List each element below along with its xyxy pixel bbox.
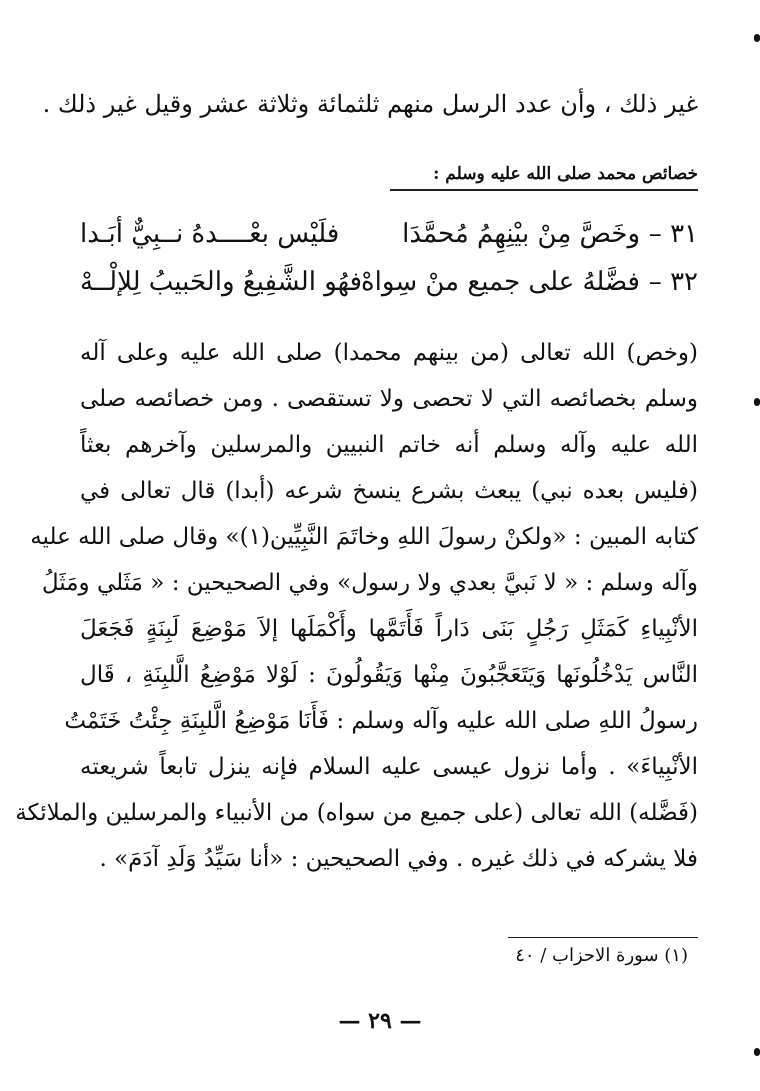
intro-line: غير ذلك ، وأن عدد الرسل منهم ثلثمائة وثلاثة عشر وقيل غير ذلك . — [42, 90, 698, 118]
verse-second-hemistich: فهُو الشَّفِيعُ والحَبيبُ لِلإلْــهْ — [80, 267, 363, 297]
verse-32 — [80, 260, 698, 304]
verse-number: ٣١ – — [648, 219, 698, 249]
verse-31 — [80, 212, 698, 256]
commentary-line: (فليس بعده نبي) يبعث بشرع ينسخ شرعه (أبدا) قال تعالى في — [80, 478, 698, 504]
verse-number: ٣٢ – — [648, 267, 698, 297]
commentary-line: (فَضَّله) الله تعالى (على جميع من سواه) من الأنبياء والمرسلين والملائكة — [15, 800, 698, 826]
commentary-text — [15, 330, 698, 882]
commentary-line: وآله وسلم : « لا نَبيَّ بعدي ولا رسول» وفي الصحيحين : « مَثَلي ومَثَلُ — [41, 570, 698, 596]
footnote-separator — [508, 937, 698, 938]
commentary-line: وسلم بخصائصه التي لا تحصى ولا تستقصى . ومن خصائصه صلى — [80, 386, 698, 412]
scan-edge-mark-bottom — [754, 1048, 760, 1056]
commentary-line: الأنْبِياءَ» . وأما نزول عيسى عليه السلام فإنه ينزل تابعاً شريعته — [80, 754, 698, 780]
commentary-line: الله عليه وآله وسلم أنه خاتم النبيين والمرسلين وآخرهم بعثاً — [80, 432, 698, 458]
verse-first-hemistich: وخَصَّ مِنْ بيْنِهِمُ مُحمَّدَا — [402, 219, 640, 249]
heading-underline — [390, 189, 698, 191]
commentary-line: رسولُ اللهِ صلى الله عليه وآله وسلم : فَأَنَا مَوْضِعُ الَّلبِنَةِ جِئْتُ خَتَمْتُ — [64, 708, 698, 734]
commentary-line: فلا يشركه في ذلك غيره . وفي الصحيحين : «أنا سَيِّدُ وَلَدِ آدَمَ» . — [99, 846, 698, 872]
commentary-line: الأنْبِياءِ كَمَثَلِ رَجُلٍ بَنَى دَاراً فَأَتَمَّها وأَكْمَلَها إلاَ مَوْضِعَ لَبِنَةٍ فَجَعَلَ — [80, 616, 698, 642]
commentary-line: (وخص) الله تعالى (من بينهم محمدا) صلى الله عليه وعلى آله — [80, 340, 698, 366]
page-number: — ٢٩ — — [338, 1008, 422, 1034]
verse-first-hemistich: فضَّلهُ على جميع منْ سِواهْ — [361, 267, 640, 297]
commentary-line: كتابه المبين : «ولكنْ رسولَ اللهِ وخاتَمَ النَّبِيِّين(١)» وقال صلى الله عليه — [30, 524, 698, 550]
section-heading: خصائص محمد صلى الله عليه وسلم : — [433, 164, 698, 184]
verse-second-hemistich: فلَيْس بعْــــدهُ نــبِيٌّ أبَـدا — [80, 219, 340, 249]
commentary-line: النَّاس يَدْخُلُونَها وَيَتَعَجَّبُونَ مِنْها وَيَقُولُونَ : لَوْلا مَوْضِعُ الَّلبِنَةِ ، قَال — [80, 662, 698, 688]
scan-edge-mark-top — [754, 34, 760, 42]
scan-edge-mark-middle — [754, 398, 760, 406]
footnote: (١) سورة الاحزاب / ٤٠ — [515, 945, 688, 966]
